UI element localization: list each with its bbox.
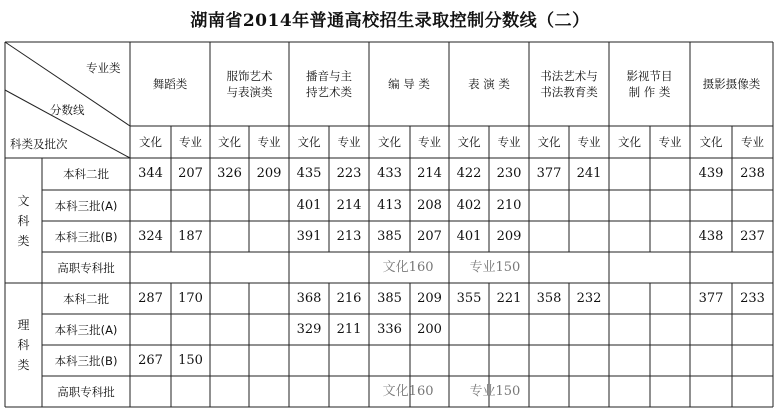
score-cell: 336 [377, 321, 402, 337]
section-label: 文 科 类 [17, 193, 30, 248]
major-subheader: 专业 [577, 135, 601, 149]
score-cell: 368 [296, 290, 322, 306]
category-header: 摄影摄像类 [702, 77, 761, 91]
score-cell [449, 345, 489, 376]
score-cell [410, 345, 449, 376]
score-cell: 230 [496, 166, 522, 181]
score-cell: 439 [698, 166, 724, 181]
culture-subheader: 文化 [297, 135, 321, 149]
score-cell: 209 [256, 166, 282, 181]
score-cell: 233 [740, 290, 765, 306]
batch-label: 本科三批(A) [54, 322, 118, 337]
score-cell [650, 158, 690, 190]
culture-subheader: 文化 [457, 135, 481, 149]
score-cell: 438 [698, 228, 724, 244]
batch-label: 高职专科批 [57, 384, 115, 399]
batch-label: 高职专科批 [57, 260, 115, 275]
score-cell [732, 314, 773, 345]
vocational-culture-score: 文化160 [382, 383, 434, 399]
score-cell [609, 345, 650, 376]
score-cell [529, 221, 569, 252]
score-cell [449, 314, 489, 345]
culture-subheader: 文化 [699, 135, 723, 149]
score-cell [249, 345, 289, 376]
score-cell: 213 [336, 228, 362, 244]
corner-major-label: 专业类 [86, 61, 121, 75]
score-cell [650, 314, 690, 345]
score-cell: 210 [496, 197, 522, 213]
score-cell: 170 [178, 290, 203, 306]
category-header: 服饰艺术 与表演类 [226, 69, 273, 99]
score-cell [569, 314, 609, 345]
score-cell: 200 [417, 321, 442, 337]
score-cell: 433 [377, 166, 402, 181]
score-cell [609, 283, 650, 314]
score-cell [732, 190, 773, 221]
score-cell [650, 345, 690, 376]
score-cell: 377 [536, 166, 562, 181]
corner-score-label: 分数线 [50, 103, 85, 117]
score-cell: 216 [336, 290, 362, 306]
category-header: 编 导 类 [388, 77, 430, 91]
score-cell: 237 [740, 228, 765, 244]
score-cell: 435 [296, 166, 322, 181]
batch-label: 本科三批(B) [54, 353, 118, 368]
vocational-scores [130, 376, 773, 407]
score-cell: 211 [336, 321, 362, 337]
score-cell [529, 345, 569, 376]
batch-label: 本科二批 [63, 167, 109, 181]
score-cell: 385 [377, 228, 402, 244]
score-cell [732, 345, 773, 376]
score-cell: 221 [496, 290, 522, 306]
score-cell [130, 314, 171, 345]
score-cell [369, 345, 410, 376]
major-subheader: 专业 [179, 135, 202, 149]
score-cell: 401 [456, 228, 482, 244]
score-cell: 377 [698, 290, 724, 306]
score-cell [210, 314, 249, 345]
score-cell: 207 [178, 166, 203, 181]
score-cell [569, 221, 609, 252]
category-header: 书法艺术与 书法教育类 [540, 69, 598, 99]
culture-subheader: 文化 [139, 135, 162, 149]
score-cell: 391 [296, 228, 322, 244]
score-cell: 214 [417, 166, 442, 181]
major-subheader: 专业 [741, 135, 764, 149]
score-cell: 326 [217, 166, 242, 181]
score-cell [609, 221, 650, 252]
score-cell [690, 345, 732, 376]
page-title: 湖南省2014年普通高校招生录取控制分数线（二） [190, 11, 590, 31]
score-cell: 208 [417, 197, 442, 213]
category-header: 表 演 类 [468, 77, 510, 91]
batch-label: 本科三批(B) [54, 229, 118, 244]
score-cell [249, 221, 289, 252]
score-cell [690, 190, 732, 221]
score-cell [650, 190, 690, 221]
score-cell [609, 190, 650, 221]
major-subheader: 专业 [418, 135, 441, 149]
corner-category-label: 科类及批次 [10, 137, 68, 151]
score-cell: 223 [336, 166, 362, 181]
score-cell: 241 [576, 166, 602, 181]
score-cell: 214 [336, 197, 362, 213]
score-cell [171, 314, 210, 345]
score-cell: 329 [296, 321, 322, 337]
score-cell: 401 [296, 197, 322, 213]
score-cell [569, 345, 609, 376]
score-cell: 358 [536, 290, 562, 306]
section-label: 理 科 类 [17, 318, 30, 372]
batch-label: 本科三批(A) [54, 198, 118, 213]
major-subheader: 专业 [497, 135, 521, 149]
vocational-major-score: 专业150 [469, 259, 521, 275]
score-cell [249, 190, 289, 221]
score-cell [529, 314, 569, 345]
score-cell [210, 190, 249, 221]
score-cell [650, 283, 690, 314]
score-cell: 344 [138, 166, 163, 181]
score-cell [171, 190, 210, 221]
category-header: 播音与主 持艺术类 [306, 69, 352, 99]
score-cell [489, 345, 529, 376]
score-cell: 287 [138, 290, 163, 306]
score-cell [569, 190, 609, 221]
score-cell [609, 314, 650, 345]
culture-subheader: 文化 [378, 135, 401, 149]
score-cell [650, 221, 690, 252]
score-cell: 150 [178, 352, 203, 368]
major-subheader: 专业 [257, 135, 281, 149]
score-cell: 209 [496, 228, 522, 244]
score-cell: 187 [178, 228, 203, 244]
culture-subheader: 文化 [537, 135, 561, 149]
score-cell [609, 158, 650, 190]
category-header: 影视节目 制 作 类 [626, 69, 673, 99]
score-cell [249, 283, 289, 314]
batch-label: 本科二批 [63, 291, 109, 306]
score-cell [529, 190, 569, 221]
major-subheader: 专业 [337, 135, 361, 149]
vocational-major-score: 专业150 [469, 383, 521, 399]
score-cell: 422 [456, 166, 482, 181]
score-cell: 232 [576, 290, 602, 306]
score-cell [210, 345, 249, 376]
score-cell [210, 283, 249, 314]
score-cell [489, 314, 529, 345]
score-cell [249, 314, 289, 345]
vocational-culture-score: 文化160 [382, 259, 434, 275]
score-cell: 324 [138, 228, 163, 244]
score-cell [690, 314, 732, 345]
score-cell: 238 [740, 166, 765, 181]
score-cell: 413 [377, 197, 402, 213]
major-subheader: 专业 [658, 135, 682, 149]
score-cell: 355 [456, 290, 482, 306]
category-header: 舞蹈类 [152, 77, 188, 91]
score-cell: 385 [377, 290, 402, 306]
score-cell: 402 [456, 197, 482, 213]
score-cell [289, 345, 329, 376]
culture-subheader: 文化 [218, 135, 241, 149]
score-cell: 267 [138, 352, 163, 368]
score-cell: 209 [417, 290, 442, 306]
vocational-scores [130, 252, 773, 283]
score-cell [130, 190, 171, 221]
culture-subheader: 文化 [618, 135, 641, 149]
score-cell [210, 221, 249, 252]
score-cell [329, 345, 369, 376]
score-cell: 207 [417, 228, 442, 244]
